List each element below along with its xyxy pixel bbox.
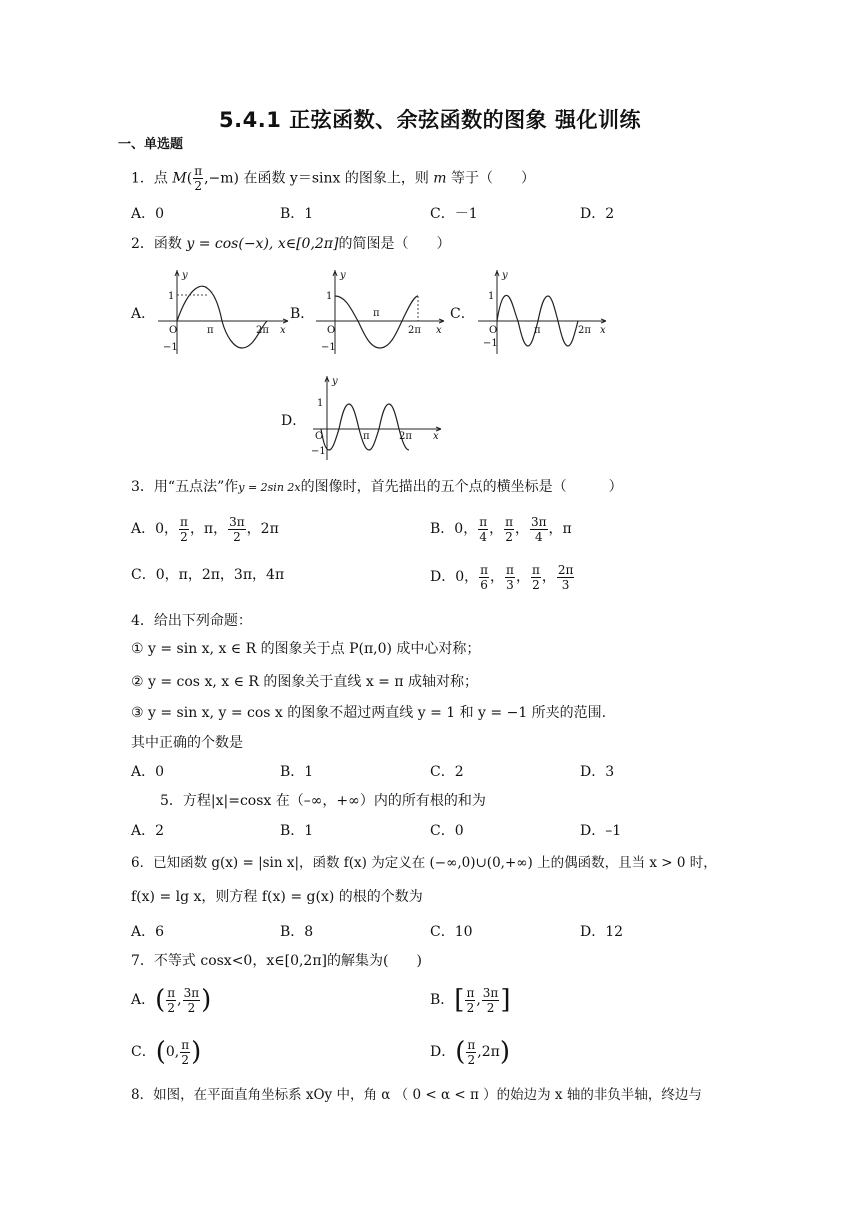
svg-text:x: x: [436, 325, 442, 336]
svg-text:2π: 2π: [578, 325, 591, 336]
q3-option-d[interactable]: D．0， $\frac{\pi}{6}$ ， $\frac{\pi}{3}$ ， $\frac{\pi}{2}$ ， $\frac{2\pi}{3}$: [430, 562, 574, 592]
q1-option-c[interactable]: C．－1: [430, 206, 478, 222]
y-label: y: [182, 270, 188, 281]
question-6-line-1: 6．已知函数 g(x) = |sin x|，函数 f(x) 为定义在 (−∞,0)∪(0,+∞) 上的偶函数，且当 x > 0 时，: [131, 855, 717, 871]
graph-a[interactable]: [150, 266, 290, 356]
svg-text:y: y: [502, 270, 508, 281]
svg-text:O: O: [489, 325, 498, 336]
q2-option-c-label[interactable]: C．: [450, 306, 475, 322]
q4-proposition-2: ② y = cos x, x ∈ R 的图象关于直线 x = π 成轴对称；: [131, 674, 479, 690]
q1-option-d[interactable]: D．2: [580, 206, 615, 222]
svg-text:π: π: [363, 431, 370, 442]
section-heading: 一、单选题: [118, 137, 184, 152]
svg-text:−1: −1: [311, 446, 326, 457]
svg-text:−1: −1: [483, 338, 498, 349]
svg-text:O: O: [315, 431, 324, 442]
curve: [321, 404, 409, 450]
q5-option-b[interactable]: B．1: [280, 823, 314, 839]
tick-one: 1: [168, 291, 175, 302]
svg-text:−1: −1: [321, 342, 336, 353]
tick-2pi: 2π: [256, 325, 269, 336]
q2-text-end: 的简图是（ ）: [338, 236, 451, 252]
question-6-line-2: f(x) = lg x，则方程 f(x) = g(x) 的根的个数为: [131, 889, 423, 905]
q4-proposition-3: ③ y = sin x, y = cos x 的图象不超过两直线 y = 1 和 y = −1 所夹的范围.: [131, 705, 607, 721]
q2-text: 2．函数: [131, 236, 182, 252]
svg-text:1: 1: [488, 291, 495, 302]
question-2: [131, 235, 450, 253]
q6-option-c[interactable]: C．10: [430, 924, 473, 940]
q1-coord: ,−m): [204, 170, 239, 187]
q6-option-a[interactable]: A．6: [131, 924, 165, 940]
q7-option-c[interactable]: C．(0, $\frac{\pi}{2}$ ): [131, 1037, 202, 1067]
svg-text:2π: 2π: [399, 431, 412, 442]
q5-option-a[interactable]: A．2: [131, 823, 165, 839]
question-4: 4．给出下列命题：: [131, 613, 252, 629]
question-3: [131, 478, 623, 497]
q4-option-b[interactable]: B．1: [280, 764, 314, 780]
x-label: x: [280, 325, 286, 336]
q4-option-a[interactable]: A．0: [131, 764, 165, 780]
page-title: 5.4.1 正弦函数、余弦函数的图象 强化训练: [219, 108, 641, 132]
q6-option-d[interactable]: D．12: [580, 924, 624, 940]
graph-d[interactable]: [305, 372, 445, 462]
q6-option-b[interactable]: B．8: [280, 924, 314, 940]
svg-text:2π: 2π: [408, 325, 421, 336]
q7-option-b[interactable]: B．[ $\frac{\pi}{2}$ , $\frac{3\pi}{2}$ ]: [430, 985, 511, 1015]
svg-text:1: 1: [326, 291, 333, 302]
origin: O: [169, 325, 178, 336]
tick-pi: π: [207, 325, 214, 336]
q2-option-b-label[interactable]: B．: [290, 306, 315, 322]
svg-text:π: π: [373, 308, 380, 319]
q4-proposition-1: ① y = sin x, x ∈ R 的图象关于点 P(π,0) 成中心对称；: [131, 641, 481, 657]
q4-option-c[interactable]: C．2: [430, 764, 464, 780]
graph-c[interactable]: [470, 266, 620, 356]
svg-text:y: y: [332, 376, 338, 387]
q2-option-d-label[interactable]: D．: [281, 413, 307, 429]
q1-number: 1．: [131, 170, 154, 187]
curve: [177, 286, 267, 348]
q4-option-d[interactable]: D．3: [580, 764, 615, 780]
question-1: 1．点 M( $\frac{\pi}{2}$ ,−m) 在函数 y＝sinx 的图象上，则 m 等于（ ）: [131, 164, 536, 193]
tick-minus-one: −1: [163, 342, 178, 353]
q5-option-d[interactable]: D．–1: [580, 823, 622, 839]
q2-function: y = cos(−x), x∈[0,2π]: [186, 236, 339, 252]
q1-mid: 在函数: [243, 170, 286, 187]
svg-text:O: O: [327, 325, 336, 336]
question-8: 8．如图，在平面直角坐标系 xOy 中，角 α （ 0 < α < π ）的始边为 x 轴的非负半轴，终边与: [131, 1087, 702, 1103]
q7-option-a[interactable]: A．( $\frac{\pi}{2}$ , $\frac{3\pi}{2}$ ): [131, 985, 212, 1015]
q7-option-d[interactable]: D．( $\frac{\pi}{2}$ ,2π): [430, 1037, 510, 1067]
q3-text: 3．用“五点法”作: [131, 479, 239, 495]
q2-option-a-label[interactable]: A．: [131, 306, 156, 322]
question-7: 7．不等式 cosx<0，x∈[0,2π]的解集为( ): [131, 953, 422, 969]
question-5: 5．方程|x|=cosx 在（–∞，+∞）内的所有根的和为: [160, 793, 486, 809]
q5-option-c[interactable]: C．0: [430, 823, 464, 839]
q1-var: m: [433, 170, 447, 187]
svg-text:π: π: [534, 325, 541, 336]
graph-b[interactable]: [308, 266, 448, 356]
q3-option-c[interactable]: C．0，π，2π，3π，4π: [131, 567, 285, 583]
q3-text-end: 的图像时，首先描出的五个点的横坐标是（ ）: [300, 479, 623, 495]
q3-option-a[interactable]: A．0， $\frac{\pi}{2}$ ，π， $\frac{3\pi}{2}$ ，2π: [131, 514, 279, 544]
q1-point: M: [172, 170, 187, 187]
q1-option-b[interactable]: B．1: [280, 206, 314, 222]
q1-function: y＝sinx: [289, 170, 341, 187]
svg-text:x: x: [600, 325, 606, 336]
q1-post: 的图象上，则: [344, 170, 429, 187]
svg-text:1: 1: [317, 398, 324, 409]
svg-text:y: y: [340, 270, 346, 281]
q4-ask: 其中正确的个数是: [131, 735, 243, 751]
q1-option-a[interactable]: A．0: [131, 206, 165, 222]
q3-option-b[interactable]: B．0， $\frac{\pi}{4}$ ， $\frac{\pi}{2}$ ， $\frac{3\pi}{4}$ ，π: [430, 514, 572, 544]
q3-function: y = 2sin 2x: [238, 481, 301, 494]
q1-fraction: $\frac{\pi}{2}$: [194, 164, 203, 193]
svg-text:x: x: [433, 431, 439, 442]
q1-end: 等于（ ）: [451, 170, 536, 187]
curve: [335, 296, 418, 348]
q1-pre: 点: [153, 170, 168, 187]
